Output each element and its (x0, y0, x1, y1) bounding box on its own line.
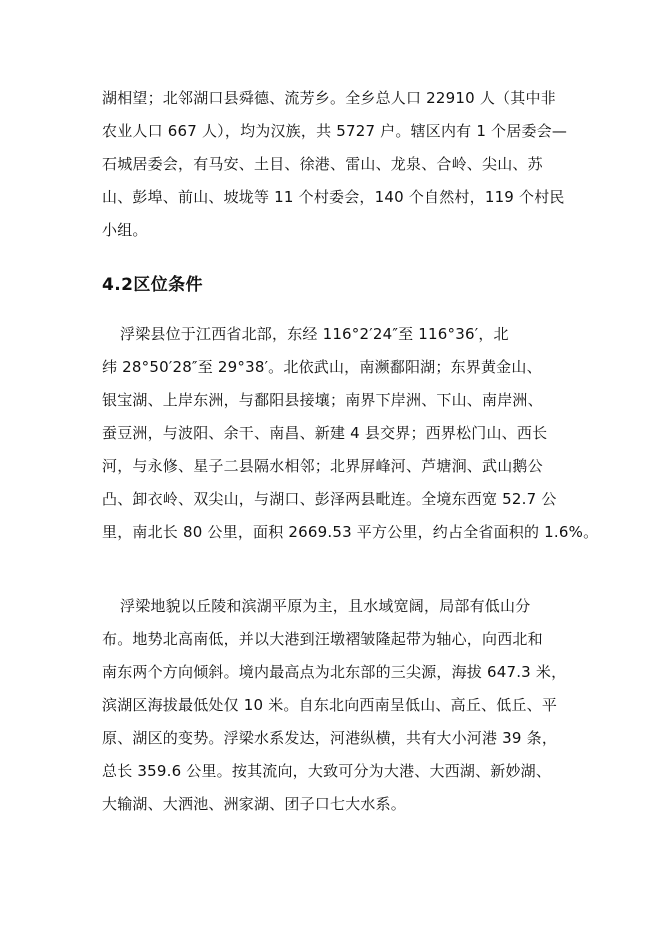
text-line: 凸、卸衣岭、双尖山，与湖口、彭泽两县毗连。全境东西宽 52.7 公 (102, 490, 557, 508)
section-heading: 4.2区位条件 (102, 275, 203, 295)
text-line: 银宝湖、上岸东洲，与鄱阳县接壤；南界下岸洲、下山、南岸洲、 (102, 391, 543, 409)
text-line: 浮梁县位于江西省北部，东经 116°2′24″至 116°36′，北 (120, 325, 509, 343)
text-line: 蚕豆洲，与波阳、余干、南昌、新建 4 县交界；西界松门山、西长 (102, 424, 548, 442)
text-line: 原、湖区的变势。浮梁水系发达，河港纵横，共有大小河港 39 条， (102, 729, 558, 747)
text-line: 布。地势北高南低，并以大港到汪墩褶皱隆起带为轴心，向西北和 (102, 630, 543, 648)
text-line: 纬 28°50′28″至 29°38′。北依武山，南濒鄱阳湖；东界黄金山、 (102, 358, 542, 376)
text-line: 大输湖、大洒池、洲家湖、团子口七大水系。 (102, 795, 407, 813)
text-line: 山、彭埠、前山、坡垅等 11 个村委会，140 个自然村，119 个村民 (102, 188, 565, 206)
text-line: 滨湖区海拔最低处仅 10 米。自东北向西南呈低山、高丘、低丘、平 (102, 696, 558, 714)
text-line: 农业人口 667 人），均为汉族，共 5727 户。辖区内有 1 个居委会— (102, 122, 568, 140)
text-line: 南东两个方向倾斜。境内最高点为北东部的三尖源，海拔 647.3 米， (102, 663, 567, 681)
text-line: 里，南北长 80 公里，面积 2669.53 平方公里，约占全省面积的 1.6%。 (102, 523, 599, 541)
text-line: 石城居委会，有马安、土目、徐港、雷山、龙泉、合岭、尖山、苏 (102, 155, 543, 173)
text-line: 总长 359.6 公里。按其流向，大致可分为大港、大西湖、新妙湖、 (102, 762, 552, 780)
text-line: 河，与永修、星子二县隔水相邻；北界屏峰河、芦塘涧、武山鹅公 (102, 457, 543, 475)
text-line: 浮梁地貌以丘陵和滨湖平原为主，且水域宽阔，局部有低山分 (120, 597, 531, 615)
text-line: 湖相望；北邻湖口县舜德、流芳乡。全乡总人口 22910 人（其中非 (102, 89, 556, 107)
text-line: 小组。 (102, 221, 148, 239)
